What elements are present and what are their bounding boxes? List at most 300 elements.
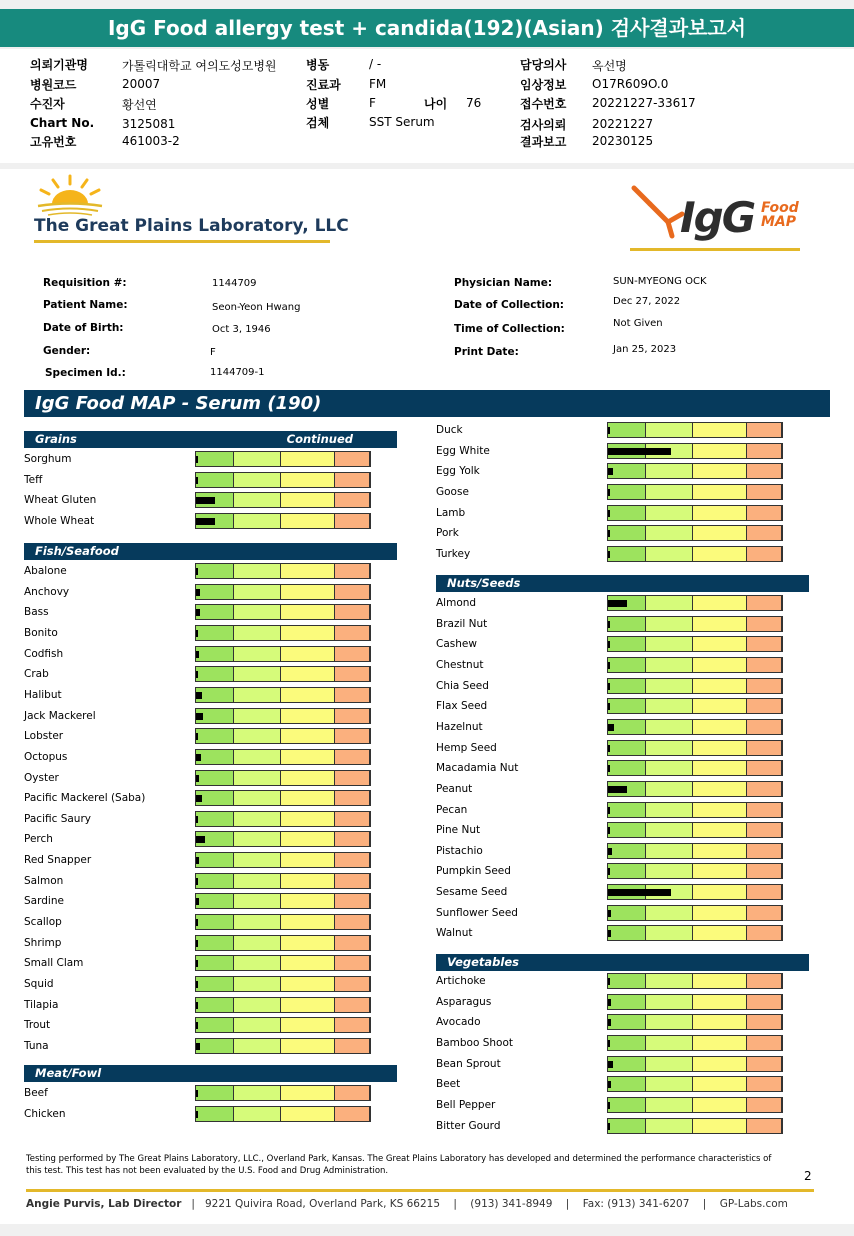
reaction-zone xyxy=(747,741,782,755)
food-item-name: Chestnut xyxy=(436,658,484,671)
reaction-zone xyxy=(608,864,646,878)
reaction-level-bar xyxy=(608,765,610,772)
reaction-zone xyxy=(281,729,335,743)
reaction-zone xyxy=(196,1107,234,1121)
lab-website[interactable]: GP-Labs.com xyxy=(719,1198,788,1210)
reaction-bar xyxy=(607,422,783,438)
reaction-bar xyxy=(195,893,371,909)
reaction-zone xyxy=(693,506,747,520)
reaction-zone xyxy=(646,547,693,561)
reaction-zone xyxy=(281,832,335,846)
reaction-zone xyxy=(747,547,782,561)
reaction-zone xyxy=(646,1119,693,1133)
reaction-bar xyxy=(607,994,783,1010)
reaction-level-bar xyxy=(196,456,198,463)
reaction-bar xyxy=(607,698,783,714)
reaction-zone xyxy=(234,1018,281,1032)
korean-info-label: 나이 xyxy=(424,97,448,111)
reaction-zone xyxy=(281,473,335,487)
reaction-zone xyxy=(608,803,646,817)
reaction-zone xyxy=(747,974,782,988)
reaction-zone xyxy=(335,977,370,991)
reaction-zone xyxy=(234,1107,281,1121)
reaction-level-bar xyxy=(608,745,610,752)
reaction-level-bar xyxy=(608,530,610,537)
patient-info-value: Seon-Yeon Hwang xyxy=(212,302,301,313)
reaction-zone xyxy=(196,626,234,640)
reaction-zone xyxy=(234,998,281,1012)
reaction-zone xyxy=(646,617,693,631)
food-item-name: Pine Nut xyxy=(436,824,481,837)
reaction-bar xyxy=(607,463,783,479)
reaction-zone xyxy=(608,761,646,775)
reaction-zone xyxy=(281,452,335,466)
reaction-bar xyxy=(195,584,371,600)
reaction-zone xyxy=(747,423,782,437)
reaction-zone xyxy=(646,782,693,796)
food-item-name: Macadamia Nut xyxy=(436,762,519,775)
reaction-zone xyxy=(646,506,693,520)
reaction-bar xyxy=(195,708,371,724)
food-item-name: Artichoke xyxy=(436,975,486,987)
reaction-zone xyxy=(646,1057,693,1071)
reaction-zone xyxy=(234,956,281,970)
reaction-zone xyxy=(693,1098,747,1112)
reaction-zone xyxy=(608,1077,646,1091)
reaction-zone xyxy=(335,626,370,640)
korean-info-label: Chart No. xyxy=(30,116,95,130)
reaction-level-bar xyxy=(608,1102,610,1109)
korean-info-value: 20230125 xyxy=(592,134,654,148)
korean-info-value: 461003-2 xyxy=(122,134,180,148)
reaction-zone xyxy=(608,995,646,1009)
korean-info-value: 20221227-33617 xyxy=(592,96,696,110)
reaction-level-bar xyxy=(608,724,614,731)
reaction-zone xyxy=(281,1018,335,1032)
reaction-zone xyxy=(335,936,370,950)
food-item-name: Salmon xyxy=(24,874,64,887)
reaction-level-bar xyxy=(608,889,671,896)
reaction-bar xyxy=(195,976,371,992)
reaction-zone xyxy=(281,647,335,661)
patient-info-label: Time of Collection: xyxy=(454,323,565,335)
reaction-zone xyxy=(196,771,234,785)
korean-info-value: FM xyxy=(369,77,387,91)
reaction-zone xyxy=(196,473,234,487)
reaction-zone xyxy=(335,750,370,764)
reaction-bar xyxy=(195,451,371,467)
reaction-zone xyxy=(335,729,370,743)
reaction-zone xyxy=(608,1098,646,1112)
reaction-zone xyxy=(693,782,747,796)
reaction-bar xyxy=(607,719,783,735)
korean-info-label: 검사의뢰 xyxy=(520,118,567,132)
reaction-zone xyxy=(196,750,234,764)
reaction-level-bar xyxy=(608,999,611,1006)
reaction-zone xyxy=(234,493,281,507)
reaction-zone xyxy=(646,1098,693,1112)
reaction-zone xyxy=(234,585,281,599)
section-title: Meat/Fowl xyxy=(35,1066,102,1080)
reaction-bar xyxy=(195,770,371,786)
patient-info-label: Print Date: xyxy=(454,346,519,358)
reaction-zone xyxy=(234,894,281,908)
korean-info-label: 의뢰기관명 xyxy=(30,58,88,72)
reaction-zone xyxy=(335,493,370,507)
reaction-level-bar xyxy=(608,868,610,875)
reaction-zone xyxy=(608,699,646,713)
patient-info-value: SUN-MYEONG OCK xyxy=(613,276,707,287)
divider xyxy=(34,240,330,243)
reaction-zone xyxy=(608,526,646,540)
reaction-zone xyxy=(196,667,234,681)
food-item-name: Small Clam xyxy=(24,957,84,970)
reaction-level-bar xyxy=(196,878,198,885)
reaction-bar xyxy=(607,1097,783,1113)
reaction-bar xyxy=(195,728,371,744)
reaction-bar xyxy=(607,525,783,541)
food-item-name: Oyster xyxy=(24,771,59,784)
reaction-bar xyxy=(607,822,783,838)
reaction-zone xyxy=(281,894,335,908)
reaction-bar xyxy=(195,687,371,703)
reaction-level-bar xyxy=(196,775,199,782)
reaction-zone xyxy=(281,667,335,681)
korean-info-label: 성별 xyxy=(306,97,330,111)
reaction-zone xyxy=(608,464,646,478)
food-item-name: Anchovy xyxy=(24,585,70,598)
reaction-zone xyxy=(747,906,782,920)
patient-info-value: F xyxy=(210,347,216,358)
food-item-name: Codfish xyxy=(24,647,64,660)
reaction-bar xyxy=(195,1017,371,1033)
korean-info-value: 가톨릭대학교 여의도성모병원 xyxy=(122,59,277,73)
reaction-bar xyxy=(195,873,371,889)
reaction-zone xyxy=(747,699,782,713)
food-item-name: Squid xyxy=(24,978,54,990)
food-item-name: Sesame Seed xyxy=(436,886,508,899)
reaction-zone xyxy=(196,874,234,888)
reaction-zone xyxy=(646,761,693,775)
reaction-level-bar xyxy=(196,692,202,699)
reaction-bar xyxy=(195,1106,371,1122)
reaction-bar xyxy=(607,443,783,459)
reaction-zone xyxy=(196,1086,234,1100)
reaction-bar xyxy=(607,1118,783,1134)
reaction-level-bar xyxy=(196,733,198,740)
reaction-bar xyxy=(195,831,371,847)
reaction-zone xyxy=(281,771,335,785)
reaction-zone xyxy=(747,782,782,796)
reaction-bar xyxy=(195,914,371,930)
reaction-bar xyxy=(607,740,783,756)
reaction-zone xyxy=(646,823,693,837)
reaction-zone xyxy=(608,1119,646,1133)
reaction-zone xyxy=(281,998,335,1012)
food-item-name: Hazelnut xyxy=(436,720,483,733)
reaction-bar xyxy=(607,1076,783,1092)
reaction-zone xyxy=(693,444,747,458)
reaction-bar xyxy=(607,546,783,562)
reaction-zone xyxy=(646,803,693,817)
reaction-zone xyxy=(335,709,370,723)
reaction-zone xyxy=(281,1039,335,1053)
reaction-zone xyxy=(646,658,693,672)
reaction-zone xyxy=(646,423,693,437)
section-title: Vegetables xyxy=(447,955,519,969)
reaction-zone xyxy=(234,791,281,805)
reaction-zone xyxy=(693,995,747,1009)
igg-logo-text: IgG xyxy=(680,193,755,242)
reaction-zone xyxy=(335,956,370,970)
korean-info-value: SST Serum xyxy=(369,115,435,129)
korean-info-value: 76 xyxy=(466,96,482,110)
reaction-bar xyxy=(195,997,371,1013)
reaction-level-bar xyxy=(608,641,610,648)
korean-info-label: 병원코드 xyxy=(30,78,77,92)
divider xyxy=(26,1189,814,1192)
reaction-zone xyxy=(281,585,335,599)
reaction-zone xyxy=(646,1015,693,1029)
reaction-zone xyxy=(281,1086,335,1100)
reaction-zone xyxy=(693,864,747,878)
reaction-zone xyxy=(693,720,747,734)
reaction-zone xyxy=(335,1086,370,1100)
reaction-zone xyxy=(234,1039,281,1053)
section-header xyxy=(24,1065,397,1082)
reaction-zone xyxy=(608,1057,646,1071)
reaction-zone xyxy=(234,771,281,785)
korean-info-value: O17R609O.0 xyxy=(592,77,669,91)
food-item-name: Bamboo Shoot xyxy=(436,1036,514,1049)
reaction-zone xyxy=(646,485,693,499)
reaction-level-bar xyxy=(196,651,199,658)
reaction-level-bar xyxy=(196,713,203,720)
reaction-zone xyxy=(646,1077,693,1091)
reaction-bar xyxy=(195,790,371,806)
section-header xyxy=(24,431,397,448)
food-item-name: Turkey xyxy=(436,547,471,560)
reaction-zone xyxy=(196,729,234,743)
reaction-zone xyxy=(234,667,281,681)
reaction-zone xyxy=(608,906,646,920)
reaction-zone xyxy=(335,473,370,487)
reaction-zone xyxy=(608,1036,646,1050)
reaction-zone xyxy=(646,464,693,478)
food-item-name: Teff xyxy=(24,473,43,486)
reaction-zone xyxy=(693,526,747,540)
food-item-name: Tilapia xyxy=(24,998,59,1011)
food-item-name: Pumpkin Seed xyxy=(436,865,511,878)
reaction-level-bar xyxy=(608,662,610,669)
patient-info-label: Date of Collection: xyxy=(454,299,565,311)
reaction-bar xyxy=(607,616,783,632)
reaction-zone xyxy=(693,1119,747,1133)
reaction-bar xyxy=(607,760,783,776)
reaction-zone xyxy=(747,1077,782,1091)
reaction-zone xyxy=(646,526,693,540)
reaction-zone xyxy=(747,761,782,775)
reaction-zone xyxy=(281,709,335,723)
divider xyxy=(630,248,800,251)
food-item-name: Pacific Saury xyxy=(24,812,91,825)
reaction-zone xyxy=(693,1036,747,1050)
reaction-zone xyxy=(747,526,782,540)
reaction-zone xyxy=(335,514,370,528)
reaction-zone xyxy=(693,596,747,610)
food-item-name: Scallop xyxy=(24,916,62,929)
reaction-zone xyxy=(693,658,747,672)
reaction-zone xyxy=(693,617,747,631)
reaction-zone xyxy=(693,423,747,437)
reaction-level-bar xyxy=(196,1090,198,1097)
reaction-level-bar xyxy=(608,510,610,517)
korean-info-label: 진료과 xyxy=(306,78,341,92)
food-item-name: Whole Wheat xyxy=(24,514,95,527)
reaction-level-bar xyxy=(196,940,198,947)
reaction-level-bar xyxy=(196,1022,198,1029)
reaction-zone xyxy=(693,637,747,651)
food-item-name: Walnut xyxy=(436,927,473,940)
reaction-zone xyxy=(234,688,281,702)
reaction-zone xyxy=(335,998,370,1012)
reaction-level-bar xyxy=(196,671,198,678)
food-item-name: Duck xyxy=(436,424,463,436)
reaction-zone xyxy=(747,596,782,610)
reaction-zone xyxy=(234,729,281,743)
reaction-zone xyxy=(747,1098,782,1112)
lab-fax: Fax: (913) 341-6207 xyxy=(582,1198,690,1210)
food-item-name: Egg White xyxy=(436,444,490,457)
reaction-zone xyxy=(747,1057,782,1071)
reaction-level-bar xyxy=(608,703,610,710)
reaction-zone xyxy=(234,564,281,578)
reaction-zone xyxy=(747,1015,782,1029)
reaction-zone xyxy=(608,844,646,858)
reaction-bar xyxy=(195,625,371,641)
food-item-name: Bean Sprout xyxy=(436,1057,501,1070)
reaction-zone xyxy=(234,812,281,826)
reaction-level-bar xyxy=(608,600,627,607)
reaction-zone xyxy=(335,874,370,888)
reaction-zone xyxy=(693,926,747,940)
reaction-bar xyxy=(607,657,783,673)
reaction-zone xyxy=(281,514,335,528)
reaction-zone xyxy=(196,936,234,950)
reaction-zone xyxy=(693,699,747,713)
section-title: Grains xyxy=(35,432,77,446)
reaction-bar xyxy=(607,636,783,652)
reaction-zone xyxy=(335,1018,370,1032)
reaction-zone xyxy=(281,874,335,888)
reaction-level-bar xyxy=(608,489,610,496)
reaction-zone xyxy=(335,688,370,702)
patient-info-value: Dec 27, 2022 xyxy=(613,296,681,307)
reaction-zone xyxy=(281,493,335,507)
reaction-level-bar xyxy=(196,795,202,802)
food-item-name: Crab xyxy=(24,668,49,681)
reaction-zone xyxy=(646,864,693,878)
food-item-name: Halibut xyxy=(24,688,62,701)
reaction-zone xyxy=(646,995,693,1009)
food-item-name: Shrimp xyxy=(24,936,62,949)
reaction-bar xyxy=(195,811,371,827)
reaction-zone xyxy=(747,995,782,1009)
patient-info-value: Oct 3, 1946 xyxy=(212,324,271,335)
reaction-zone xyxy=(335,791,370,805)
food-item-name: Bass xyxy=(24,606,49,619)
reaction-bar xyxy=(607,843,783,859)
food-item-name: Lobster xyxy=(24,730,64,743)
reaction-zone xyxy=(281,915,335,929)
reaction-bar xyxy=(195,492,371,508)
reaction-zone xyxy=(747,823,782,837)
reaction-bar xyxy=(607,802,783,818)
food-item-name: Almond xyxy=(436,597,477,609)
reaction-level-bar xyxy=(196,477,198,484)
reaction-zone xyxy=(196,812,234,826)
food-item-name: Bitter Gourd xyxy=(436,1119,501,1132)
reaction-zone xyxy=(747,679,782,693)
food-item-name: Abalone xyxy=(24,565,67,577)
report-title: IgG Food allergy test + candida(192)(Asian) 검사결과보고서 xyxy=(0,9,854,47)
reaction-level-bar xyxy=(196,568,198,575)
reaction-level-bar xyxy=(608,427,610,434)
reaction-level-bar xyxy=(608,621,610,628)
reaction-level-bar xyxy=(196,497,215,504)
reaction-zone xyxy=(646,974,693,988)
reaction-zone xyxy=(646,926,693,940)
reaction-level-bar xyxy=(196,816,198,823)
food-item-name: Tuna xyxy=(24,1039,49,1052)
korean-info-value: 20221227 xyxy=(592,117,654,131)
reaction-bar xyxy=(607,863,783,879)
reaction-zone xyxy=(747,637,782,651)
reaction-zone xyxy=(196,564,234,578)
reaction-level-bar xyxy=(608,448,671,455)
reaction-zone xyxy=(608,485,646,499)
reaction-zone xyxy=(234,626,281,640)
reaction-zone xyxy=(281,956,335,970)
reaction-bar xyxy=(607,973,783,989)
reaction-zone xyxy=(693,885,747,899)
reaction-zone xyxy=(196,956,234,970)
food-item-name: Sunflower Seed xyxy=(436,906,518,919)
food-item-name: Pacific Mackerel (Saba) xyxy=(24,792,146,805)
reaction-zone xyxy=(608,658,646,672)
reaction-bar xyxy=(195,935,371,951)
reaction-zone xyxy=(608,637,646,651)
reaction-zone xyxy=(693,761,747,775)
section-continued-label: Continued xyxy=(286,432,353,446)
reaction-zone xyxy=(196,853,234,867)
reaction-level-bar xyxy=(196,589,200,596)
reaction-bar xyxy=(195,563,371,579)
food-item-name: Beef xyxy=(24,1087,48,1099)
reaction-zone xyxy=(747,1036,782,1050)
reaction-zone xyxy=(608,1015,646,1029)
food-item-name: Perch xyxy=(24,833,53,846)
food-item-name: Avocado xyxy=(436,1016,481,1029)
reaction-zone xyxy=(693,974,747,988)
food-item-name: Flax Seed xyxy=(436,700,488,713)
reaction-zone xyxy=(747,864,782,878)
reaction-level-bar xyxy=(608,827,610,834)
korean-info-label: 담당의사 xyxy=(520,58,567,72)
reaction-zone xyxy=(608,679,646,693)
korean-info-label: 결과보고 xyxy=(520,135,567,149)
reaction-level-bar xyxy=(196,609,200,616)
